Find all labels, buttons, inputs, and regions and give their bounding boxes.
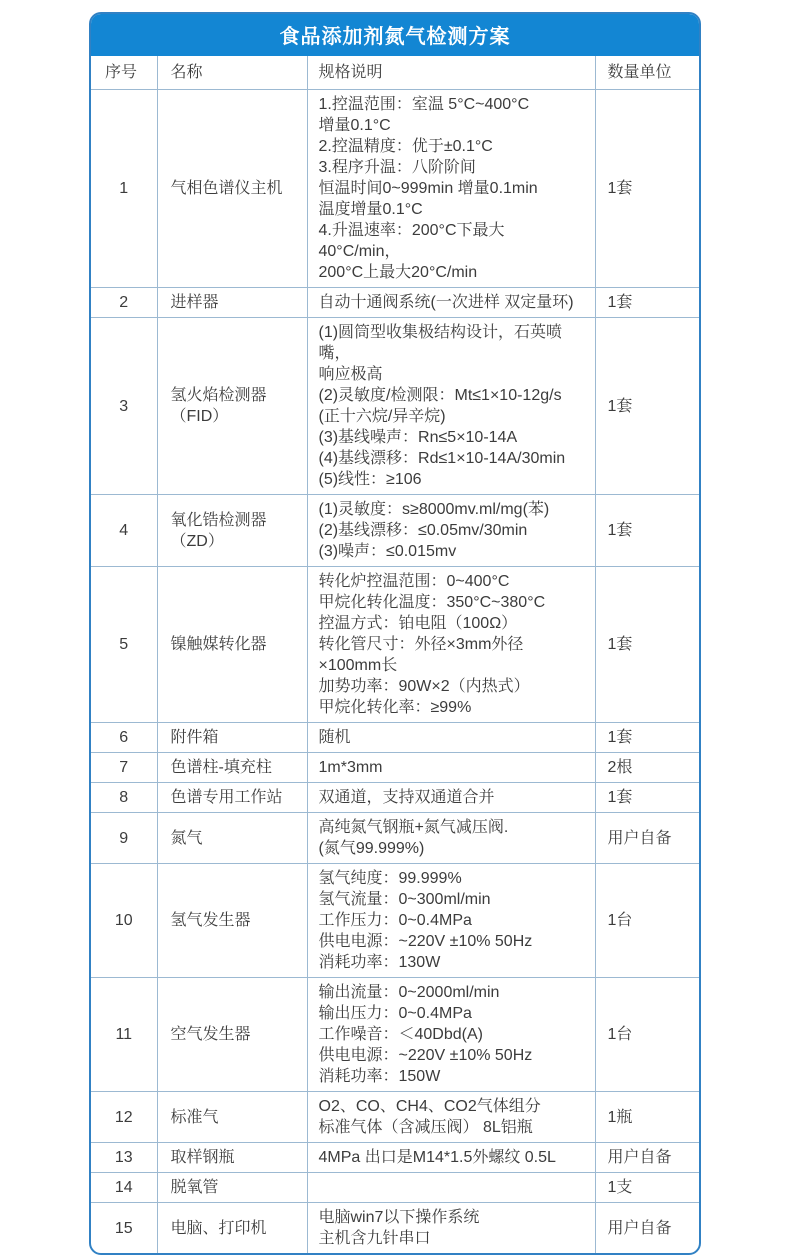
table-row xyxy=(91,723,701,753)
table-row xyxy=(91,978,701,1092)
spec-line: 主机含九针串口 xyxy=(318,1230,431,1247)
spec-table xyxy=(91,56,701,1253)
spec-line: 甲烷化转化温度：350°C~380°C xyxy=(318,594,546,611)
row-number-cell: 3 xyxy=(91,318,157,495)
spec-cell xyxy=(307,288,595,318)
spec-line: 供电电源：~220V ±10% 50Hz xyxy=(318,933,533,950)
spec-line: O2、CO、CH4、CO2气体组分 xyxy=(318,1098,541,1115)
item-name-cell: 氢火焰检测器（FID） xyxy=(157,318,307,495)
spec-line: 1.控温范围：室温 5°C~400°C xyxy=(318,96,530,113)
spec-table-container xyxy=(89,12,701,1255)
spec-line: 增量0.1°C xyxy=(318,117,391,134)
spec-cell xyxy=(307,723,595,753)
spec-line: (3)基线噪声：Rn≤5×10-14A xyxy=(318,429,518,446)
spec-line: 自动十通阀系统(一次进样 双定量环) xyxy=(318,294,574,311)
spec-line: (1)灵敏度：s≥8000mv.ml/mg(苯) xyxy=(318,501,550,518)
quantity-cell: 1支 xyxy=(595,1173,701,1203)
spec-line: 输出压力：0~0.4MPa xyxy=(318,1005,472,1022)
row-number-cell: 2 xyxy=(91,288,157,318)
item-name-cell: 氧化锆检测器（ZD） xyxy=(157,495,307,567)
row-number-cell: 11 xyxy=(91,978,157,1092)
spec-line: 3.程序升温：八阶阶间 xyxy=(318,159,476,176)
spec-cell xyxy=(307,1143,595,1173)
quantity-cell: 1套 xyxy=(595,288,701,318)
table-row xyxy=(91,1143,701,1173)
spec-line: 输出流量：0~2000ml/min xyxy=(318,984,500,1001)
spec-line: 工作噪音：＜40Dbd(A) xyxy=(318,1026,483,1043)
spec-line: 工作压力：0~0.4MPa xyxy=(318,912,472,929)
quantity-cell: 1瓶 xyxy=(595,1092,701,1143)
spec-cell xyxy=(307,495,595,567)
table-row xyxy=(91,318,701,495)
table-row xyxy=(91,864,701,978)
row-number-cell: 7 xyxy=(91,753,157,783)
quantity-cell: 用户自备 xyxy=(595,1203,701,1254)
table-row xyxy=(91,813,701,864)
spec-line: (3)噪声：≤0.015mv xyxy=(318,543,457,560)
row-number-cell: 8 xyxy=(91,783,157,813)
table-row xyxy=(91,288,701,318)
spec-line: 随机 xyxy=(318,729,351,746)
header-cell-no: 序号 xyxy=(91,56,157,90)
table-row xyxy=(91,90,701,288)
quantity-cell: 1套 xyxy=(595,723,701,753)
spec-line: 恒温时间0~999min 增量0.1min xyxy=(318,180,538,197)
spec-line: 转化炉控温范围：0~400°C xyxy=(318,573,510,590)
header-row xyxy=(91,56,701,90)
quantity-cell: 1台 xyxy=(595,864,701,978)
spec-line: 加势功率：90W×2（内热式） xyxy=(318,678,530,695)
item-name-cell: 取样钢瓶 xyxy=(157,1143,307,1173)
table-title: 食品添加剂氮气检测方案 xyxy=(91,14,699,56)
spec-cell xyxy=(307,753,595,783)
spec-line: 氢气流量：0~300ml/min xyxy=(318,891,491,908)
spec-line: (2)基线漂移：≤0.05mv/30min xyxy=(318,522,528,539)
spec-line: 4.升温速率：200°C下最大40°C/min， xyxy=(318,222,505,260)
item-name-cell: 附件箱 xyxy=(157,723,307,753)
quantity-cell: 1套 xyxy=(595,318,701,495)
spec-cell xyxy=(307,1173,595,1203)
spec-cell xyxy=(307,783,595,813)
spec-line: 供电电源：~220V ±10% 50Hz xyxy=(318,1047,533,1064)
spec-line: (4)基线漂移：Rd≤1×10-14A/30min xyxy=(318,450,566,467)
item-name-cell: 色谱专用工作站 xyxy=(157,783,307,813)
item-name-cell: 进样器 xyxy=(157,288,307,318)
spec-line: (氮气99.999%) xyxy=(318,840,425,857)
table-row xyxy=(91,1092,701,1143)
spec-line: (2)灵敏度/检测限：Mt≤1×10-12g/s xyxy=(318,387,562,404)
spec-line: 消耗功率：150W xyxy=(318,1068,441,1085)
spec-line: (1)圆筒型收集极结构设计，石英喷嘴， xyxy=(318,324,563,362)
item-name-cell: 镍触媒转化器 xyxy=(157,567,307,723)
item-name-cell: 标准气 xyxy=(157,1092,307,1143)
spec-cell xyxy=(307,318,595,495)
item-name-cell: 脱氧管 xyxy=(157,1173,307,1203)
spec-line: 甲烷化转化率：≥99% xyxy=(318,699,472,716)
spec-line: 电脑win7以下操作系统 xyxy=(318,1209,480,1226)
spec-line: 1m*3mm xyxy=(318,759,383,776)
spec-line: (5)线性：≥106 xyxy=(318,471,422,488)
quantity-cell: 用户自备 xyxy=(595,1143,701,1173)
spec-line: 响应极高 xyxy=(318,366,383,383)
spec-line: 200°C上最大20°C/min xyxy=(318,264,478,281)
quantity-cell: 1套 xyxy=(595,783,701,813)
spec-cell xyxy=(307,567,595,723)
spec-cell xyxy=(307,1203,595,1254)
spec-line: 双通道，支持双通道合并 xyxy=(318,789,495,806)
row-number-cell: 9 xyxy=(91,813,157,864)
quantity-cell: 1台 xyxy=(595,978,701,1092)
spec-cell xyxy=(307,90,595,288)
quantity-cell: 1套 xyxy=(595,495,701,567)
spec-line: (正十六烷/异辛烷) xyxy=(318,408,446,425)
table-body xyxy=(91,90,701,1254)
header-cell-name: 名称 xyxy=(157,56,307,90)
spec-cell xyxy=(307,978,595,1092)
spec-line: 控温方式：铂电阻（100Ω） xyxy=(318,615,518,632)
quantity-cell: 2根 xyxy=(595,753,701,783)
spec-line: 标准气体（含减压阀） 8L铝瓶 xyxy=(318,1119,533,1136)
table-row xyxy=(91,567,701,723)
item-name-cell: 空气发生器 xyxy=(157,978,307,1092)
row-number-cell: 12 xyxy=(91,1092,157,1143)
quantity-cell: 用户自备 xyxy=(595,813,701,864)
table-row xyxy=(91,783,701,813)
table-row xyxy=(91,495,701,567)
item-name-cell: 氢气发生器 xyxy=(157,864,307,978)
row-number-cell: 10 xyxy=(91,864,157,978)
spec-cell xyxy=(307,864,595,978)
row-number-cell: 14 xyxy=(91,1173,157,1203)
spec-line: 消耗功率：130W xyxy=(318,954,441,971)
table-row xyxy=(91,1203,701,1254)
item-name-cell: 气相色谱仪主机 xyxy=(157,90,307,288)
row-number-cell: 4 xyxy=(91,495,157,567)
quantity-cell: 1套 xyxy=(595,90,701,288)
row-number-cell: 6 xyxy=(91,723,157,753)
row-number-cell: 5 xyxy=(91,567,157,723)
table-header xyxy=(91,56,701,90)
header-cell-spec: 规格说明 xyxy=(307,56,595,90)
item-name-cell: 氮气 xyxy=(157,813,307,864)
item-name-cell: 色谱柱-填充柱 xyxy=(157,753,307,783)
spec-line: 转化管尺寸：外径×3mm外径×100mm长 xyxy=(318,636,524,674)
spec-line: 2.控温精度：优于±0.1°C xyxy=(318,138,493,155)
spec-line: 高纯氮气钢瓶+氮气减压阀. xyxy=(318,819,509,836)
spec-cell xyxy=(307,813,595,864)
spec-line: 氢气纯度：99.999% xyxy=(318,870,462,887)
spec-line: 温度增量0.1°C xyxy=(318,201,423,218)
spec-cell xyxy=(307,1092,595,1143)
row-number-cell: 1 xyxy=(91,90,157,288)
header-cell-qty: 数量单位 xyxy=(595,56,701,90)
spec-line: 4MPa 出口是M14*1.5外螺纹 0.5L xyxy=(318,1149,556,1166)
table-row xyxy=(91,753,701,783)
quantity-cell: 1套 xyxy=(595,567,701,723)
row-number-cell: 13 xyxy=(91,1143,157,1173)
table-row xyxy=(91,1173,701,1203)
item-name-cell: 电脑、打印机 xyxy=(157,1203,307,1254)
row-number-cell: 15 xyxy=(91,1203,157,1254)
